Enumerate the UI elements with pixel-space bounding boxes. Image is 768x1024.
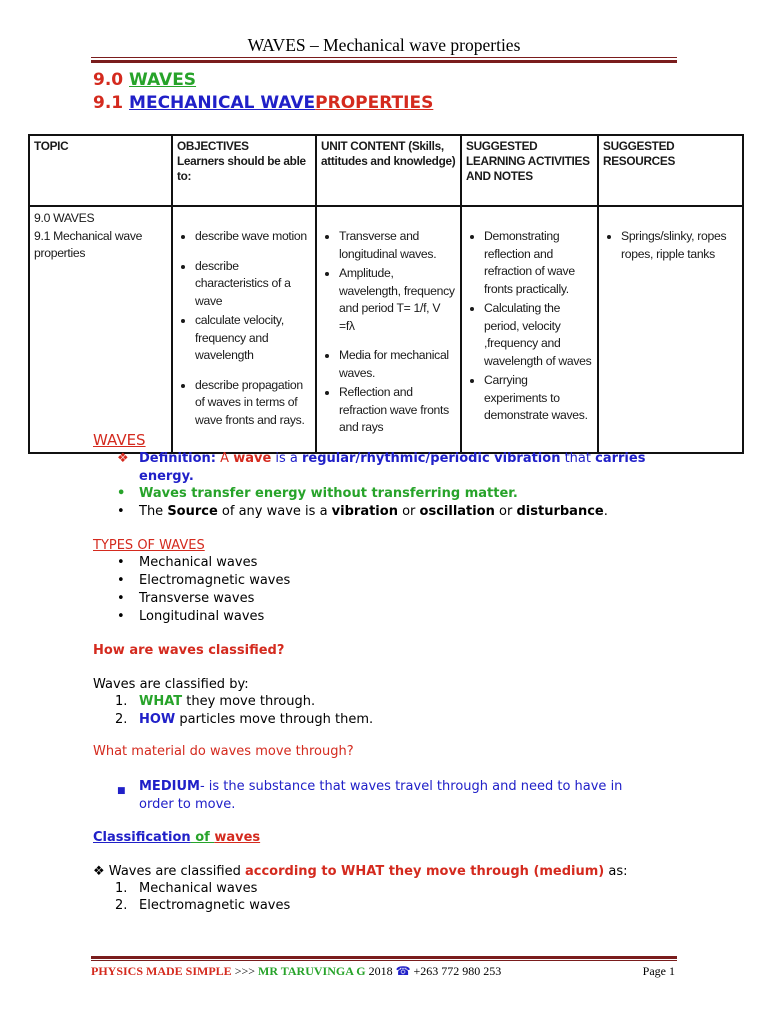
- list-item: • Media for mechanical waves.: [339, 347, 456, 382]
- list-item: • Carrying experiments to demonstrate waves.: [484, 372, 593, 425]
- types-heading: TYPES OF WAVES: [93, 538, 205, 553]
- medium-item: [117, 778, 659, 814]
- definition-item: [117, 450, 679, 486]
- list-item-text: Electromagnetic waves: [139, 898, 291, 913]
- bullet-icon: •: [117, 591, 125, 606]
- material-question: What material do waves move through?: [93, 744, 354, 759]
- transfer-item: [117, 485, 518, 503]
- classification-heading-text: Classification: [93, 830, 191, 845]
- bullet-icon: •: [117, 573, 125, 588]
- list-item-text: Electromagnetic waves: [139, 573, 291, 588]
- definition-text: .: [188, 469, 194, 484]
- list-item: • Demonstrating reflection and refraction of wave fronts practically.: [484, 228, 593, 298]
- classification-heading: [93, 829, 260, 847]
- footer-brand: PHYSICS MADE SIMPLE: [91, 964, 232, 978]
- list-number: 2.: [115, 898, 128, 913]
- list-item: • calculate velocity, frequency and wavelength: [195, 312, 311, 365]
- list-item: • describe propagation of waves in terms of wave fronts and rays.: [195, 377, 311, 430]
- classification-keyword: according to WHAT they move through (medium): [245, 864, 605, 879]
- list-item-text: Longitudinal waves: [139, 609, 265, 624]
- list-item-text: Mechanical waves: [139, 881, 258, 896]
- heading-text-red: PROPERTIES: [315, 93, 434, 113]
- list-item: • Reflection and refraction wave fronts and rays: [339, 384, 456, 437]
- list-item: • describe wave motion: [195, 228, 311, 246]
- source-keyword: disturbance: [516, 504, 604, 519]
- footer-author: MR TARUVINGA G: [258, 964, 366, 978]
- topic-line: 9.0 WAVES: [34, 211, 95, 225]
- table-header-cell: SUGGESTED RESOURCES: [598, 135, 743, 206]
- definition-keyword: wave: [233, 451, 272, 466]
- source-text: The: [139, 504, 168, 519]
- source-item: [117, 503, 608, 521]
- medium-text: - is the substance that waves travel through and need to have in order to move.: [139, 779, 623, 812]
- heading-text-blue: MECHANICAL WAVE: [129, 93, 316, 113]
- source-keyword: oscillation: [419, 504, 495, 519]
- footer-rule-thin: [91, 960, 677, 961]
- footer-separator: >>>: [231, 964, 258, 978]
- syllabus-table: [28, 134, 744, 454]
- heading-text: WAVES: [129, 70, 197, 90]
- classified-keyword: HOW: [139, 712, 176, 727]
- source-keyword: vibration: [331, 504, 398, 519]
- source-text: or: [397, 504, 420, 519]
- list-item: • describe characteristics of a wave: [195, 258, 311, 311]
- classified-question: How are waves classified?: [93, 643, 285, 658]
- classification-item-1: [115, 880, 258, 898]
- table-header-cell: OBJECTIVES Learners should be able to:: [172, 135, 316, 206]
- classified-keyword: WHAT: [139, 694, 183, 709]
- list-item: [117, 590, 290, 608]
- medium-keyword: MEDIUM: [139, 779, 200, 794]
- classification-intro: [93, 863, 628, 881]
- classified-text: particles move through them.: [175, 712, 374, 727]
- list-item: • Amplitude, wavelength, frequency and period T= 1/f, V =fλ: [339, 265, 456, 335]
- definition-keyword: regular/rhythmic/periodic vibration: [302, 451, 561, 466]
- page-number: Page 1: [642, 964, 675, 978]
- definition-text: is a: [271, 451, 303, 466]
- table-row: [29, 206, 743, 453]
- phone-icon: ☎: [395, 964, 411, 978]
- activities-cell: [461, 206, 598, 453]
- bullet-icon: •: [117, 504, 125, 519]
- list-item: • Transverse and longitudinal waves.: [339, 228, 456, 263]
- heading-number: 9.0: [93, 70, 130, 90]
- list-item: [117, 572, 291, 590]
- definition-text: that: [560, 451, 596, 466]
- diamond-bullet-icon: ❖: [93, 864, 105, 879]
- footer-year: 2018: [365, 964, 396, 978]
- page-footer: [91, 964, 675, 979]
- list-number: 2.: [115, 712, 128, 727]
- list-number: 1.: [115, 881, 128, 896]
- table-header-cell: UNIT CONTENT (Skills, attitudes and knowledge): [316, 135, 461, 206]
- header-rule-thin: [91, 57, 677, 58]
- source-text: .: [603, 504, 608, 519]
- list-item: • Calculating the period, velocity ,frequency and wavelength of waves: [484, 300, 593, 370]
- square-bullet-icon: ■: [117, 786, 126, 796]
- header-rule-thick: [91, 60, 677, 63]
- types-list: [117, 554, 291, 626]
- source-keyword: Source: [167, 504, 218, 519]
- heading-9-0: [93, 70, 196, 90]
- diamond-bullet-icon: ❖: [117, 451, 129, 466]
- definition-text: A: [216, 451, 234, 466]
- content-cell: [316, 206, 461, 453]
- definition-label: Definition:: [139, 451, 217, 466]
- classification-heading-text: of: [190, 830, 215, 845]
- classification-text: Waves are classified: [108, 864, 245, 879]
- bullet-icon: •: [117, 609, 125, 624]
- bullet-icon: •: [117, 486, 126, 501]
- footer-phone: +263 772 980 253: [410, 964, 502, 978]
- footer-rule-thick: [91, 956, 677, 959]
- table-header-row: [29, 135, 743, 206]
- heading-number: 9.1: [93, 93, 130, 113]
- list-number: 1.: [115, 694, 128, 709]
- list-item-text: Transverse waves: [139, 591, 255, 606]
- list-item: [117, 608, 290, 626]
- classified-item-1: [115, 693, 316, 711]
- table-header-cell: TOPIC: [29, 135, 172, 206]
- objectives-cell: [172, 206, 316, 453]
- classification-heading-text: waves: [214, 830, 261, 845]
- source-text: of any wave is a: [217, 504, 332, 519]
- topic-cell: [29, 206, 172, 453]
- list-item-text: Mechanical waves: [139, 555, 258, 570]
- classification-text: as:: [604, 864, 628, 879]
- classified-item-2: [115, 711, 374, 729]
- source-text: or: [494, 504, 517, 519]
- table-header-cell: SUGGESTED LEARNING ACTIVITIES AND NOTES: [461, 135, 598, 206]
- classification-item-2: [115, 897, 291, 915]
- resources-cell: [598, 206, 743, 453]
- bullet-icon: •: [117, 555, 125, 570]
- waves-heading: WAVES: [93, 431, 146, 449]
- classified-intro: Waves are classified by:: [93, 677, 249, 692]
- list-item: [117, 554, 290, 572]
- page-header-title: WAVES – Mechanical wave properties: [247, 35, 521, 55]
- list-item: • Springs/slinky, ropes ropes, ripple tanks: [621, 228, 738, 263]
- topic-line: 9.1 Mechanical wave properties: [34, 228, 143, 260]
- definition-keyword: carries energy: [139, 451, 646, 484]
- classified-text: they move through.: [182, 694, 316, 709]
- transfer-text: Waves transfer energy without transferring matter.: [139, 486, 518, 501]
- heading-9-1: [93, 93, 433, 113]
